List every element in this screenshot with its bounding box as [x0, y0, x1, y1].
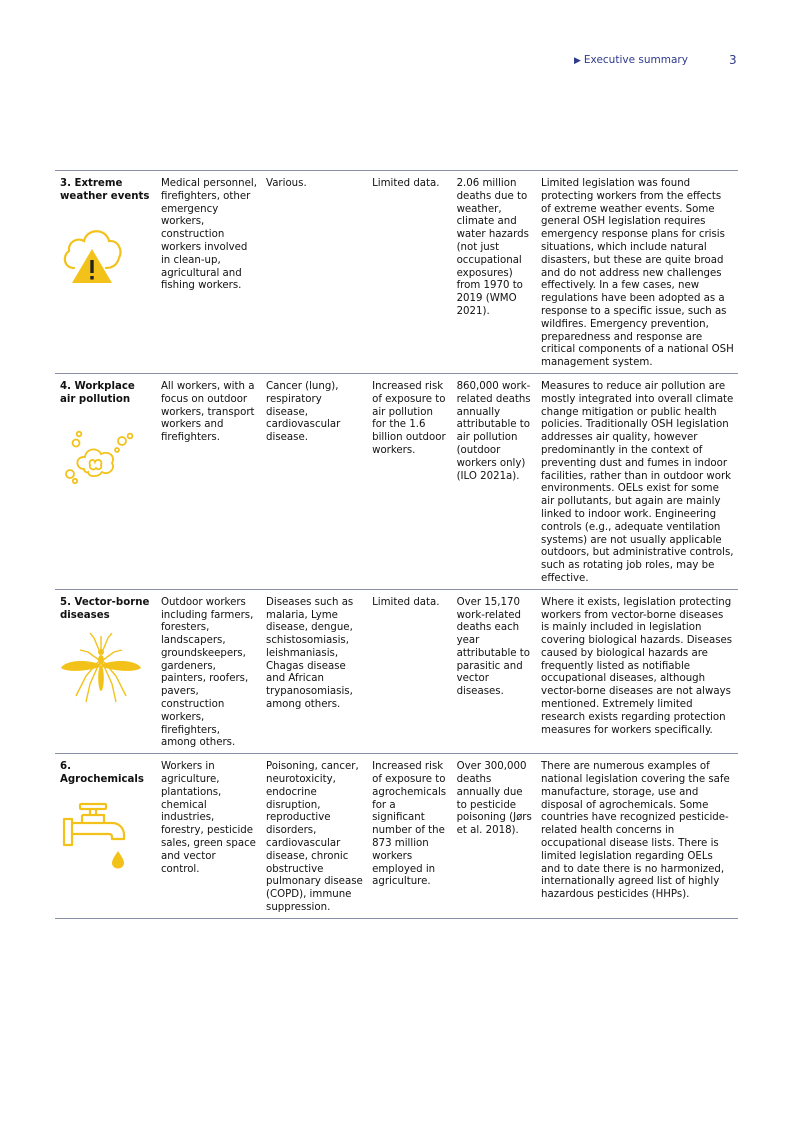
burden-cell: Over 300,000 deaths annually due to pesticide poisoning (Jørs et al. 2018). [456, 761, 532, 837]
exposure-cell: Increased risk of exposure to agrochemicals for a significant number of the 873 million workers employed in agriculture. [372, 761, 447, 888]
hazard-name: 4. Workplace air pollution [60, 380, 135, 405]
exposure-cell: Limited data. [372, 596, 440, 608]
hazards-table [55, 170, 738, 919]
table-row [55, 754, 738, 919]
table-row [55, 373, 738, 589]
hazard-cell [55, 589, 156, 754]
workers-cell: Outdoor workers including farmers, foresters, landscapers, groundskeepers, gardeners, painters, roofers, pavers, construction workers, firefighters, among others. [160, 596, 254, 749]
triangle-right-icon: ▶ [574, 56, 581, 66]
burden-cell: 860,000 work-related deaths annually attributable to air pollution (outdoor workers only) (ILO 2021a). [456, 380, 531, 482]
hazard-cell [55, 373, 156, 589]
hazard-cell [55, 754, 156, 919]
burden-cell: 2.06 million deaths due to weather, climate and water hazards (not just occupational exposures) from 1970 to 2019 (WMO 2021). [456, 178, 529, 317]
burden-cell: Over 15,170 work-related deaths each year attributable to parasitic and vector diseases. [456, 596, 531, 698]
cloud-warning-icon [60, 220, 152, 291]
workers-cell: Medical personnel, firefighters, other emergency workers, construction workers involved in clean-up, agricultural and fishing workers. [160, 178, 257, 292]
workers-cell: All workers, with a focus on outdoor workers, transport workers and firefighters. [160, 380, 255, 444]
hazard-name: 6. Agrochemicals [60, 761, 144, 786]
page-header [0, 54, 793, 70]
workers-cell: Workers in agriculture, plantations, chemical industries, forestry, pesticide sales, green space and vector control. [160, 761, 256, 875]
legislation-cell: Measures to reduce air pollution are mostly integrated into overall climate change mitigation or public health policies. Traditionally OSH legislation addresses air quality, however predominantly in the context of preventing dust and fumes in indoor facilities, rather than in outdoor work environments. OELs exist for some air pollutants, but again are mainly linked to indoor work. Engineering controls (e.g., adequate ventilation systems) are not usually applicable outdoors, but administrative controls, such as rotating job roles, may be effective. [541, 380, 734, 584]
health-cell: Diseases such as malaria, Lyme disease, dengue, schistosomiasis, leishmaniasis, Chagas disease and African trypanosomiasis, among others. [266, 596, 354, 711]
section-title: Executive summary [583, 54, 688, 66]
table-row [55, 171, 738, 374]
air-pollution-icon [60, 425, 152, 490]
legislation-cell: Limited legislation was found protecting workers from the effects of extreme weather events. Some general OSH legislation requires emergency response plans for crisis situations, which include natural disasters, but these are quite broad and do not address new challenges effectively. In a few cases, new regulations have been adopted as a response to a specific issue, such as wildfires. Emergency prevention, preparedness and response are critical components of a national OSH management system. [541, 178, 734, 369]
health-cell: Various. [266, 178, 307, 189]
legislation-cell: There are numerous examples of national legislation covering the safe manufacture, storage, use and disposal of agrochemicals. Some countries have recognized pesticide-related health concerns in occupational disease lists. There is limited legislation regarding OELs and to date there is no harmonized, internationally agreed list of highly hazardous pesticides (HHPs). [541, 761, 730, 901]
table-row [55, 589, 738, 754]
section-link[interactable] [574, 54, 688, 66]
hazard-name: 5. Vector-borne diseases [60, 596, 150, 621]
exposure-cell: Increased risk of exposure to air pollution for the 1.6 billion outdoor workers. [372, 380, 446, 456]
hazard-cell [55, 171, 156, 374]
health-cell: Poisoning, cancer, neurotoxicity, endocrine disruption, reproductive disorders, cardiovascular disease, chronic obstructive pulmonary disease (COPD), immune suppression. [266, 761, 363, 914]
exposure-cell: Limited data. [372, 178, 440, 189]
tap-drop-icon [60, 801, 152, 874]
health-cell: Cancer (lung), respiratory disease, cardiovascular disease. [266, 380, 341, 444]
legislation-cell: Where it exists, legislation protecting workers from vector-borne diseases is mainly included in legislation covering biological hazards. Diseases caused by biological hazards are frequently listed as notifiable occupational diseases, although vector-borne diseases are not always mentioned. Extremely limited research exists regarding protection measures for workers specifically. [541, 596, 733, 736]
mosquito-icon [60, 632, 152, 711]
hazard-name: 3. Extreme weather events [60, 178, 150, 202]
page-number: 3 [729, 53, 737, 67]
